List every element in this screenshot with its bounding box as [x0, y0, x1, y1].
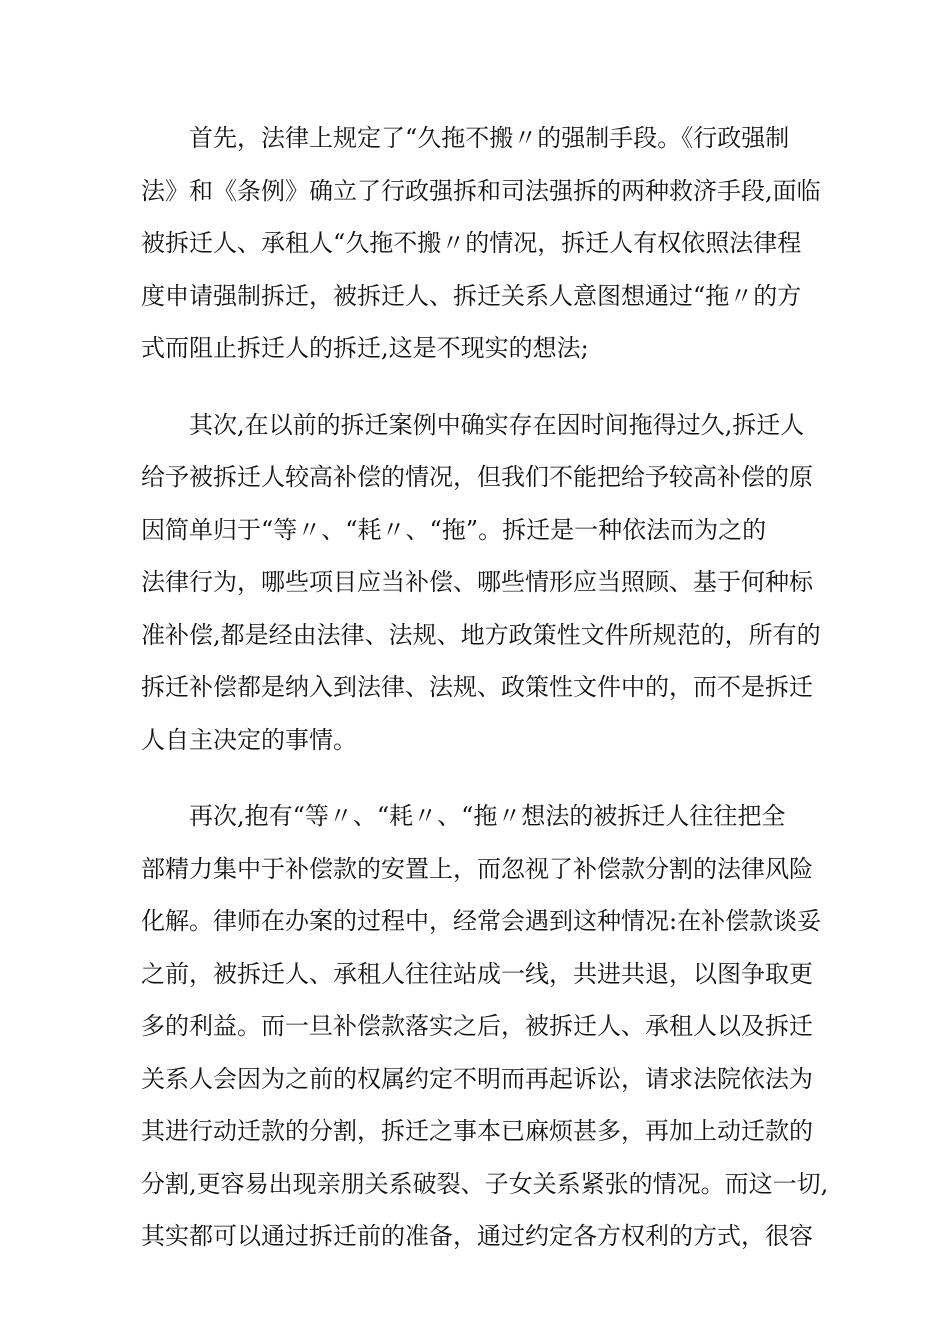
text-line: 之前，被拆迁人、承租人往往站成一线，共进共退，以图争取更	[141, 959, 813, 988]
text-line: 其次,在以前的拆迁案例中确实存在因时间拖得过久,拆迁人	[189, 410, 805, 439]
text-line: 关系人会因为之前的权属约定不明而再起诉讼，请求法院依法为	[141, 1064, 813, 1093]
text-line: 给予被拆迁人较高补偿的情况，但我们不能把给予较高补偿的原	[141, 463, 813, 491]
text-line: 度申请强制拆迁，被拆迁人、拆迁关系人意图想通过“拖〃的方	[141, 281, 802, 310]
paragraph-third	[141, 790, 831, 1263]
paragraph-first	[141, 112, 831, 375]
text-line: 化解。律师在办案的过程中，经常会遇到这种情况:在补偿款谈妥	[141, 907, 822, 935]
text-line: 人自主决定的事情。	[141, 725, 357, 754]
text-line: 法》和《条例》确立了行政强拆和司法强拆的两种救济手段,面临	[141, 176, 821, 205]
text-line: 首先，法律上规定了“久拖不搬〃的强制手段。《行政强制	[189, 124, 790, 152]
text-line: 拆迁补偿都是纳入到法律、法规、政策性文件中的，而不是拆迁	[141, 673, 813, 701]
text-line: 多的利益。而一旦补偿款落实之后，被拆迁人、承租人以及拆迁	[141, 1012, 813, 1040]
text-line: 再次,抱有“等〃、“耗〃、“拖〃想法的被拆迁人往往把全	[189, 802, 786, 830]
text-line: 法律行为，哪些项目应当补偿、哪些情形应当照顾、基于何种标	[141, 568, 813, 596]
document-body	[141, 112, 831, 1263]
text-line: 因简单归于“等〃、“耗〃、“拖”。拆迁是一种依法而为之的	[141, 515, 767, 544]
text-line: 被拆迁人、承租人“久拖不搬〃的情况，拆迁人有权依照法律程	[141, 229, 802, 257]
paragraph-second	[141, 399, 831, 767]
text-line: 分割,更容易出现亲朋关系破裂、子女关系紧张的情况。而这一切,	[141, 1169, 829, 1198]
text-line: 准补偿,都是经由法律、法规、地方政策性文件所规范的，所有的	[141, 620, 821, 649]
text-line: 其实都可以通过拆迁前的准备，通过约定各方权利的方式，很容	[141, 1222, 813, 1250]
text-line: 部精力集中于补偿款的安置上，而忽视了补偿款分割的法律风险	[141, 854, 813, 883]
text-line: 式而阻止拆迁人的拆迁,这是不现实的想法;	[141, 334, 589, 362]
text-line: 其进行动迁款的分割，拆迁之事本已麻烦甚多，再加上动迁款的	[141, 1117, 813, 1145]
